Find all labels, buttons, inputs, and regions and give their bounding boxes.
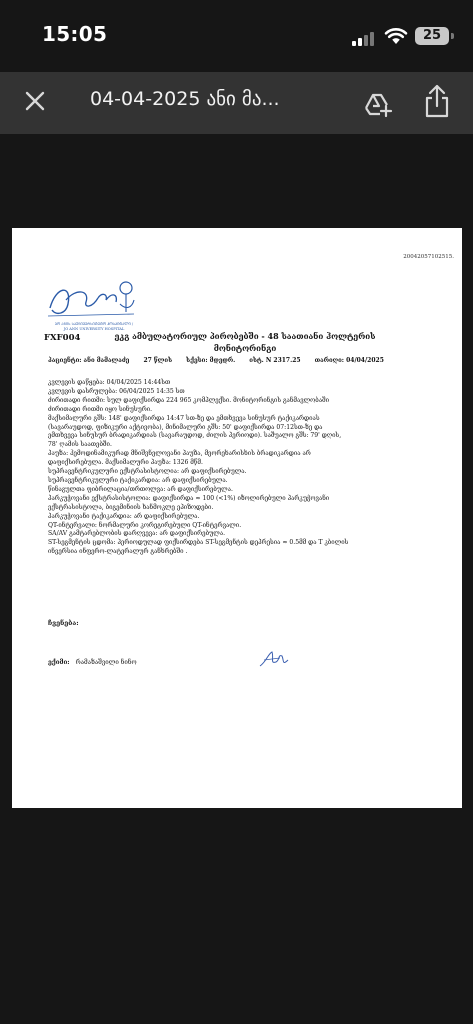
report-line: ემთხვევა სინუსურ ბრადიკარდიას (სავარაუდოდ, ძილის პერიოდი). საშუალო გშს: 79' დღის, [48, 432, 342, 440]
report-line: ST-სეგმენტის ცდომა: პერიოდულად ფიქსირდება ST-სეგმენტის დეპრესია ≈ 0.5მმ და T კბილის [48, 539, 349, 547]
report-line: სუპრავენტრიკულური ტაქიკარდია: არ დაფიქსირებულა. [48, 476, 228, 484]
doctor-line [48, 659, 137, 666]
clock: 15:05 [42, 22, 108, 46]
share-icon[interactable] [422, 82, 452, 120]
patient-history-number: ისტ. N 2317.25 [249, 357, 301, 364]
barcode-number: 20042057102515. [403, 254, 454, 260]
report-title: ეკგ ამბულატორიულ პირობებში - 48 საათიანი ჰოლტერის მონიტორინგი [114, 331, 376, 353]
drive-add-icon[interactable] [360, 84, 394, 118]
report-line: SA/AV გამტარებლობის დარღვევა: არ დაფიქსირებულა. [48, 530, 226, 538]
report-line: პარკუჭოვანი ექსტრასისტოლია: დაფიქსირდა ≈ 100 (<1%) იზოლირებული პარკუჭოვანი [48, 494, 330, 502]
patient-name: პაციენტი: ანი მამალაძე [48, 357, 130, 364]
report-line: (სავარაუდოდ, ფიზიკური აქტივობა), მინიმალური გშს: 50' დაფიქსირდა 07:12სთ-ზე და [48, 423, 323, 431]
patient-sex: სქესი: მდედრ. [186, 357, 236, 364]
viewer-toolbar [0, 72, 473, 134]
report-line: კვლევის დასრულება: 06/04/2025 14:35 სთ [48, 387, 185, 395]
close-icon[interactable] [20, 86, 50, 116]
report-line: პაუზა: ჰემოდინამიკურად მნიშვნელოვანი პაუზა, მეორეხარისხის ბრადიკარდია არ [48, 450, 311, 458]
report-line: ინვერსია ინფერო-ლატერალურ განხრებში . [48, 548, 188, 556]
patient-age: 27 წლის [143, 357, 173, 364]
logo-caption: ᲯᲝ ᲐᲜᲘᲡ ᲡᲐᲣᲜᲘᲕᲔᲠᲡᲘᲢᲔᲢᲝ ᲰᲝᲡᲞᲘᲢᲐᲚᲘ / JO ANN UNIVERSITY HOSPITAL [54, 322, 134, 331]
battery-cap [451, 33, 454, 39]
report-line: ძირითადი რითმი იყო სინუსური. [48, 405, 153, 413]
report-line: პარკუჭოვანი ტაქიკარდია: არ დაფიქსირებულა. [48, 512, 200, 520]
report-line: სუპრავენტრიკულური ექსტრასისტოლია: არ დაფიქსირებულა. [48, 468, 247, 476]
doctor-label: ექიმი: [48, 659, 70, 666]
report-line: მაქსიმალური გშს: 148' დაფიქსირდა 14:47 სთ-ზე და ემთხვევა სინუსურ ტაქიკარდიას [48, 414, 320, 422]
report-line: წინაგულთა ფიბრილაცია/თრთოლვა: არ დაფიქსირებულა. [48, 485, 233, 493]
doctor-name: რამაზაშვილი ნინო [75, 659, 137, 666]
wifi-icon [384, 27, 408, 45]
document-page [12, 228, 462, 808]
report-line: კვლევის დაწყება: 04/04/2025 14:44სთ [48, 379, 171, 386]
report-date: თარიღი: 04/04/2025 [314, 357, 384, 364]
report-line: დაფიქსირებულა. მაქსიმალური პაუზა: 1326 მწმ. [48, 459, 203, 467]
doctor-signature [258, 648, 290, 670]
patient-info [48, 357, 396, 364]
report-line: ექსტრასისტოლა, ბიგემინიის ხანმოკლე ეპიზოდები. [48, 503, 214, 511]
report-body [48, 379, 428, 557]
status-bar [0, 0, 473, 72]
battery-icon: 25 [415, 27, 449, 45]
report-line: ძირითადი რითმი: სულ დაფიქსირდა 224 965 კომპლექსი. მონიტორინგის განმავლობაში [48, 396, 330, 404]
report-line: 78' ღამის საათებში. [48, 441, 112, 449]
document-title: 04-04-2025 ანი მა... [90, 88, 280, 110]
report-line: QT-ინტერვალი: ნორმალური კორეგირებული QT-ინტერვალი. [48, 521, 242, 529]
form-code: FXF004 [44, 333, 81, 343]
signal-icon [352, 30, 376, 46]
hospital-logo [46, 278, 136, 322]
conclusion-label: ჩვენება: [48, 619, 79, 627]
